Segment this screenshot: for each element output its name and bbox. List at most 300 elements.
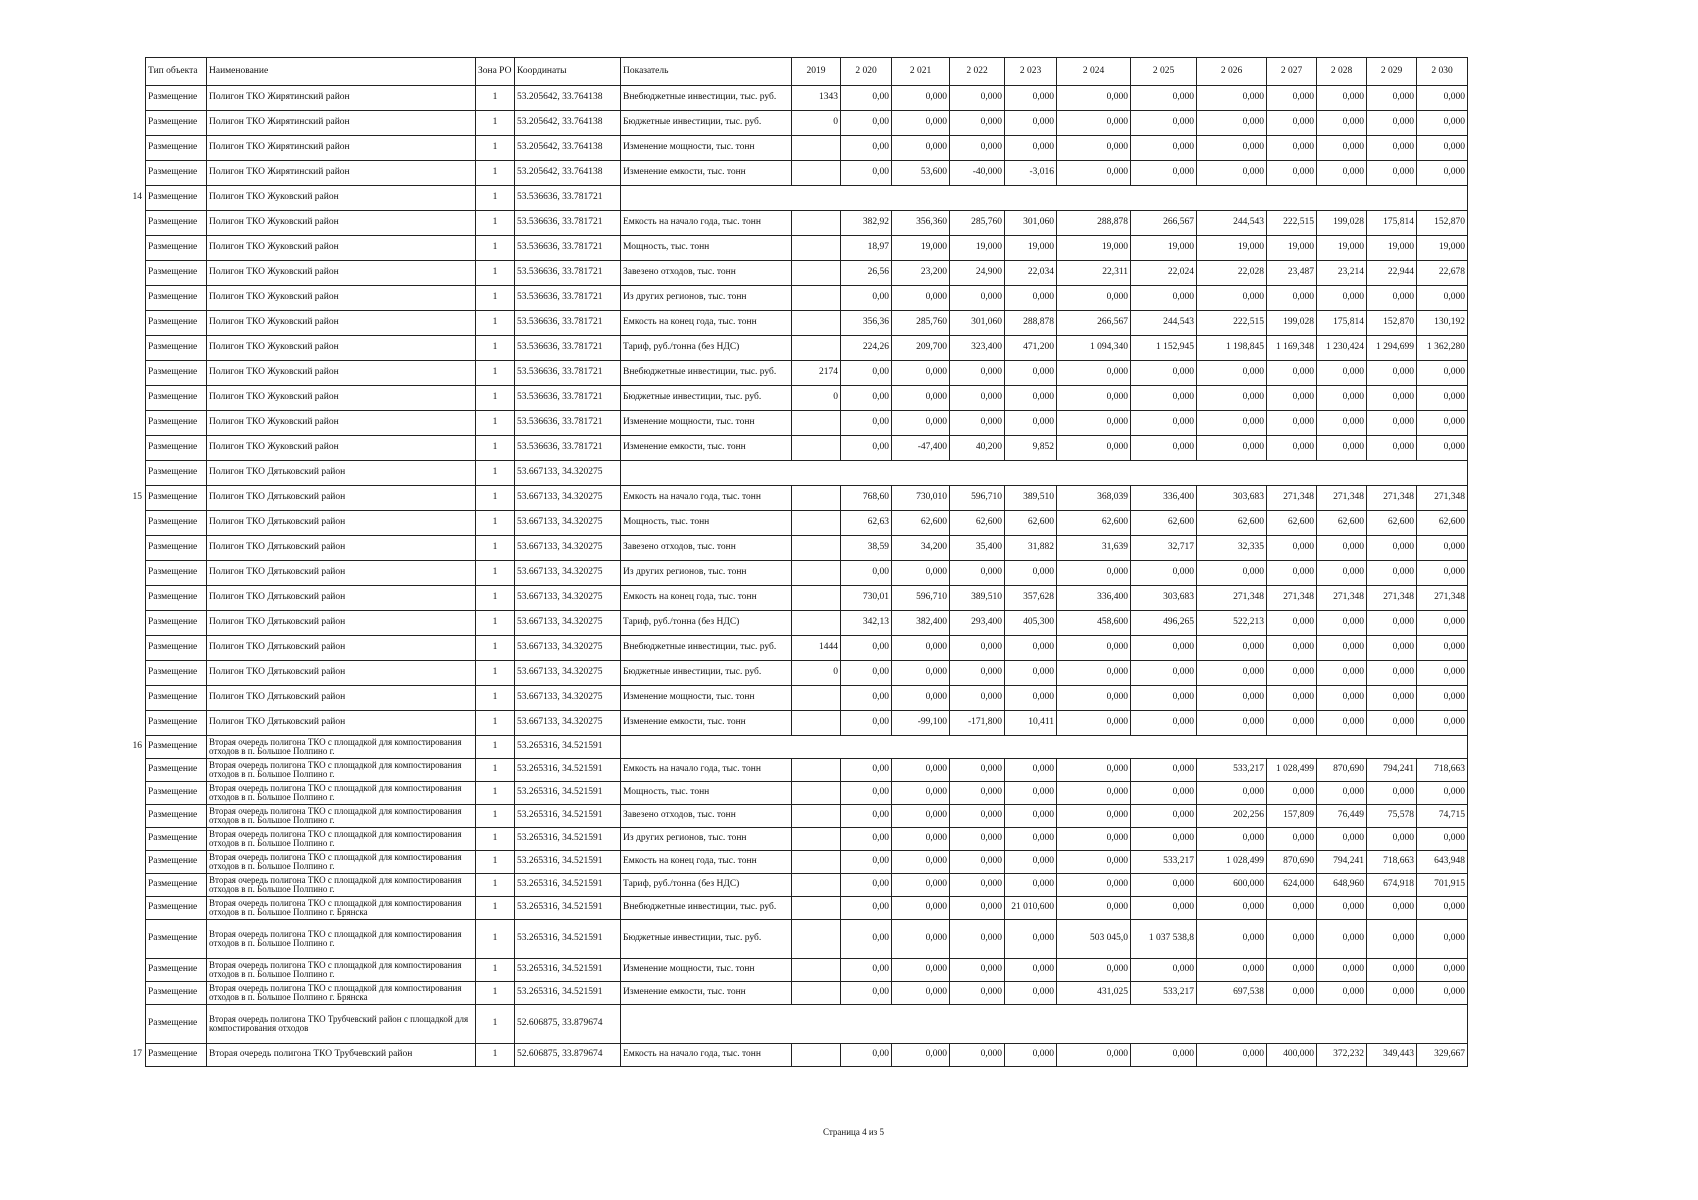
- value-cell: 0,000: [1367, 711, 1417, 736]
- name-cell: Вторая очередь полигона ТКО с площадкой для компостирования отходов в п. Большое Полпино г.: [207, 736, 476, 759]
- name-cell: Полигон ТКО Дятьковский район: [207, 661, 476, 686]
- value-cell: 0,000: [1005, 982, 1057, 1005]
- object-type-cell: Размещение: [146, 136, 207, 161]
- zone-cell: 1: [476, 386, 515, 411]
- indicator-cell: Бюджетные инвестиции, тыс. руб.: [621, 386, 792, 411]
- value-cell: [792, 211, 841, 236]
- value-cell: 0,000: [1005, 661, 1057, 686]
- coordinates-cell: 53.536636, 33.781721: [515, 186, 621, 211]
- value-cell: 271,348: [1267, 486, 1317, 511]
- value-cell: 0,000: [1417, 959, 1468, 982]
- table-row: [146, 1044, 1468, 1067]
- value-cell: 0,000: [1197, 636, 1267, 661]
- value-cell: 271,348: [1367, 486, 1417, 511]
- value-cell: 0,000: [1197, 828, 1267, 851]
- value-cell: 0,000: [1057, 136, 1131, 161]
- value-cell: 0,000: [1267, 661, 1317, 686]
- value-cell: [792, 959, 841, 982]
- object-type-cell: Размещение: [146, 736, 207, 759]
- value-cell: 0,000: [1197, 686, 1267, 711]
- object-type-cell: Размещение: [146, 261, 207, 286]
- value-cell: 0,000: [1197, 161, 1267, 186]
- value-cell: 600,000: [1197, 874, 1267, 897]
- table-row: [146, 536, 1468, 561]
- value-cell: 0,000: [1057, 686, 1131, 711]
- value-cell: 1 198,845: [1197, 336, 1267, 361]
- value-cell: 0,000: [1057, 361, 1131, 386]
- object-type-cell: Размещение: [146, 186, 207, 211]
- value-cell: 336,400: [1131, 486, 1197, 511]
- value-cell: 0,000: [950, 851, 1005, 874]
- value-cell: 0,000: [950, 136, 1005, 161]
- name-cell: Полигон ТКО Жуковский район: [207, 261, 476, 286]
- value-cell: 32,717: [1131, 536, 1197, 561]
- value-cell: 62,600: [892, 511, 950, 536]
- value-cell: 0,000: [1005, 759, 1057, 782]
- coordinates-cell: 53.265316, 34.521591: [515, 828, 621, 851]
- empty-span-cell: [621, 736, 1468, 759]
- value-cell: 19,000: [1267, 236, 1317, 261]
- value-cell: 0,000: [1057, 759, 1131, 782]
- value-cell: 31,882: [1005, 536, 1057, 561]
- value-cell: 19,000: [1005, 236, 1057, 261]
- coordinates-cell: 53.536636, 33.781721: [515, 361, 621, 386]
- value-cell: 0,000: [1267, 920, 1317, 959]
- value-cell: 0,00: [841, 136, 892, 161]
- value-cell: 0,000: [1317, 661, 1367, 686]
- value-cell: 266,567: [1131, 211, 1197, 236]
- value-cell: 0,000: [950, 661, 1005, 686]
- table-row: [146, 611, 1468, 636]
- value-cell: [792, 686, 841, 711]
- value-cell: 38,59: [841, 536, 892, 561]
- value-cell: 0,000: [1417, 111, 1468, 136]
- table-row: [146, 236, 1468, 261]
- indicator-cell: Завезено отходов, тыс. тонн: [621, 261, 792, 286]
- coordinates-cell: 53.265316, 34.521591: [515, 897, 621, 920]
- indicator-cell: Из других регионов, тыс. тонн: [621, 828, 792, 851]
- value-cell: [792, 161, 841, 186]
- value-cell: 21 010,600: [1005, 897, 1057, 920]
- value-cell: 0,000: [1057, 874, 1131, 897]
- value-cell: 0: [792, 661, 841, 686]
- zone-cell: 1: [476, 161, 515, 186]
- coordinates-cell: 53.205642, 33.764138: [515, 111, 621, 136]
- value-cell: 23,200: [892, 261, 950, 286]
- value-cell: 271,348: [1267, 586, 1317, 611]
- name-cell: Полигон ТКО Дятьковский район: [207, 611, 476, 636]
- indicator-cell: Емкость на начало года, тыс. тонн: [621, 211, 792, 236]
- value-cell: 0,000: [1417, 286, 1468, 311]
- value-cell: [792, 920, 841, 959]
- value-cell: 0,000: [1417, 920, 1468, 959]
- name-cell: Полигон ТКО Жирятинский район: [207, 136, 476, 161]
- value-cell: 0,000: [1317, 920, 1367, 959]
- table-row: [146, 736, 1468, 759]
- indicator-cell: Бюджетные инвестиции, тыс. руб.: [621, 661, 792, 686]
- column-header: Наименование: [207, 58, 476, 86]
- value-cell: 522,213: [1197, 611, 1267, 636]
- table-row: [146, 874, 1468, 897]
- value-cell: 0,000: [1367, 782, 1417, 805]
- value-cell: 0,000: [1367, 982, 1417, 1005]
- value-cell: 356,36: [841, 311, 892, 336]
- value-cell: 471,200: [1005, 336, 1057, 361]
- zone-cell: 1: [476, 261, 515, 286]
- indicator-cell: Тариф, руб./тонна (без НДС): [621, 611, 792, 636]
- value-cell: 0,000: [892, 386, 950, 411]
- name-cell: Вторая очередь полигона ТКО Трубчевский район: [207, 1044, 476, 1067]
- value-cell: 0,000: [1367, 136, 1417, 161]
- value-cell: 0,000: [950, 782, 1005, 805]
- value-cell: 0,000: [1005, 286, 1057, 311]
- table-row: [146, 161, 1468, 186]
- object-type-cell: Размещение: [146, 336, 207, 361]
- name-cell: Вторая очередь полигона ТКО Трубчевский район с площадкой для компостирования отходов: [207, 1005, 476, 1044]
- name-cell: Вторая очередь полигона ТКО с площадкой для компостирования отходов в п. Большое Полпино г.: [207, 920, 476, 959]
- value-cell: 26,56: [841, 261, 892, 286]
- value-cell: 301,060: [1005, 211, 1057, 236]
- value-cell: 1 152,945: [1131, 336, 1197, 361]
- column-header: Координаты: [515, 58, 621, 86]
- value-cell: 0,000: [1267, 782, 1317, 805]
- value-cell: 730,010: [892, 486, 950, 511]
- row-group-number: 15: [132, 491, 142, 502]
- coordinates-cell: 53.265316, 34.521591: [515, 874, 621, 897]
- zone-cell: 1: [476, 782, 515, 805]
- table-row: [146, 982, 1468, 1005]
- value-cell: 0,000: [1417, 611, 1468, 636]
- table-row: [146, 186, 1468, 211]
- value-cell: 0,00: [841, 805, 892, 828]
- value-cell: 53,600: [892, 161, 950, 186]
- indicator-cell: Емкость на начало года, тыс. тонн: [621, 486, 792, 511]
- name-cell: Полигон ТКО Жирятинский район: [207, 86, 476, 111]
- value-cell: 0,000: [892, 686, 950, 711]
- value-cell: 382,400: [892, 611, 950, 636]
- value-cell: 1 028,499: [1197, 851, 1267, 874]
- value-cell: 0,00: [841, 711, 892, 736]
- value-cell: 718,663: [1417, 759, 1468, 782]
- value-cell: 24,900: [950, 261, 1005, 286]
- zone-cell: 1: [476, 311, 515, 336]
- value-cell: 1444: [792, 636, 841, 661]
- value-cell: 357,628: [1005, 586, 1057, 611]
- value-cell: 0,000: [1197, 920, 1267, 959]
- value-cell: [792, 236, 841, 261]
- value-cell: 0,000: [1197, 711, 1267, 736]
- column-header: 2 020: [841, 58, 892, 86]
- indicator-cell: Из других регионов, тыс. тонн: [621, 561, 792, 586]
- indicator-cell: Емкость на конец года, тыс. тонн: [621, 586, 792, 611]
- table-row: [146, 851, 1468, 874]
- indicator-cell: Изменение емкости, тыс. тонн: [621, 711, 792, 736]
- value-cell: 0,000: [1367, 536, 1417, 561]
- value-cell: 0,000: [1197, 136, 1267, 161]
- value-cell: 0,000: [892, 805, 950, 828]
- zone-cell: 1: [476, 982, 515, 1005]
- name-cell: Полигон ТКО Дятьковский район: [207, 636, 476, 661]
- value-cell: 0,000: [892, 982, 950, 1005]
- zone-cell: 1: [476, 111, 515, 136]
- object-type-cell: Размещение: [146, 759, 207, 782]
- value-cell: 0,000: [1131, 686, 1197, 711]
- zone-cell: 1: [476, 286, 515, 311]
- value-cell: 0,000: [1005, 874, 1057, 897]
- value-cell: 0,000: [1317, 411, 1367, 436]
- value-cell: 0,000: [1417, 711, 1468, 736]
- value-cell: 0,000: [1317, 982, 1367, 1005]
- coordinates-cell: 53.667133, 34.320275: [515, 461, 621, 486]
- value-cell: 0,000: [1317, 711, 1367, 736]
- zone-cell: 1: [476, 436, 515, 461]
- value-cell: 0,000: [1417, 897, 1468, 920]
- value-cell: 0,00: [841, 1044, 892, 1067]
- value-cell: 870,690: [1317, 759, 1367, 782]
- value-cell: 0,000: [950, 959, 1005, 982]
- value-cell: 0,000: [1131, 805, 1197, 828]
- value-cell: 0,000: [1367, 636, 1417, 661]
- indicator-cell: Внебюджетные инвестиции, тыс. руб.: [621, 897, 792, 920]
- object-type-cell: Размещение: [146, 211, 207, 236]
- column-header: 2 027: [1267, 58, 1317, 86]
- value-cell: 0,000: [1267, 411, 1317, 436]
- value-cell: 0,000: [892, 759, 950, 782]
- value-cell: 0,000: [1417, 361, 1468, 386]
- indicator-cell: Изменение мощности, тыс. тонн: [621, 686, 792, 711]
- object-type-cell: Размещение: [146, 1044, 207, 1067]
- value-cell: 0,00: [841, 920, 892, 959]
- column-header: 2019: [792, 58, 841, 86]
- coordinates-cell: 53.667133, 34.320275: [515, 711, 621, 736]
- value-cell: 0,000: [1367, 661, 1417, 686]
- value-cell: 0,000: [1131, 436, 1197, 461]
- value-cell: 0,000: [1197, 361, 1267, 386]
- coordinates-cell: 52.606875, 33.879674: [515, 1044, 621, 1067]
- value-cell: 0,000: [892, 874, 950, 897]
- value-cell: [792, 711, 841, 736]
- value-cell: 0,000: [1057, 959, 1131, 982]
- value-cell: 35,400: [950, 536, 1005, 561]
- value-cell: 0,000: [1417, 982, 1468, 1005]
- value-cell: 0,000: [1057, 661, 1131, 686]
- table-row: [146, 461, 1468, 486]
- value-cell: [792, 261, 841, 286]
- value-cell: 209,700: [892, 336, 950, 361]
- table-row: [146, 261, 1468, 286]
- value-cell: 400,000: [1267, 1044, 1317, 1067]
- value-cell: 1343: [792, 86, 841, 111]
- value-cell: 157,809: [1267, 805, 1317, 828]
- value-cell: 285,760: [892, 311, 950, 336]
- value-cell: 19,000: [1057, 236, 1131, 261]
- value-cell: -40,000: [950, 161, 1005, 186]
- column-header: 2 028: [1317, 58, 1367, 86]
- column-header: Зона РО: [476, 58, 515, 86]
- indicator-cell: Емкость на конец года, тыс. тонн: [621, 851, 792, 874]
- value-cell: 0,000: [1005, 805, 1057, 828]
- table-row: [146, 897, 1468, 920]
- value-cell: 368,039: [1057, 486, 1131, 511]
- value-cell: 40,200: [950, 436, 1005, 461]
- value-cell: 266,567: [1057, 311, 1131, 336]
- value-cell: 175,814: [1317, 311, 1367, 336]
- value-cell: [792, 759, 841, 782]
- object-type-cell: Размещение: [146, 661, 207, 686]
- value-cell: 0,00: [841, 386, 892, 411]
- object-type-cell: Размещение: [146, 311, 207, 336]
- value-cell: 0: [792, 386, 841, 411]
- value-cell: 1 094,340: [1057, 336, 1131, 361]
- name-cell: Полигон ТКО Жуковский район: [207, 286, 476, 311]
- value-cell: 271,348: [1317, 486, 1367, 511]
- object-type-cell: Размещение: [146, 436, 207, 461]
- value-cell: 496,265: [1131, 611, 1197, 636]
- value-cell: 0,000: [1131, 161, 1197, 186]
- value-cell: 1 230,424: [1317, 336, 1367, 361]
- value-cell: 0,000: [1197, 782, 1267, 805]
- value-cell: 1 028,499: [1267, 759, 1317, 782]
- value-cell: 62,600: [1317, 511, 1367, 536]
- value-cell: 22,024: [1131, 261, 1197, 286]
- value-cell: 1 169,348: [1267, 336, 1317, 361]
- value-cell: [792, 136, 841, 161]
- coordinates-cell: 53.205642, 33.764138: [515, 86, 621, 111]
- value-cell: [792, 536, 841, 561]
- value-cell: 0,000: [950, 286, 1005, 311]
- value-cell: 288,878: [1057, 211, 1131, 236]
- value-cell: 0,000: [1131, 561, 1197, 586]
- value-cell: 130,192: [1417, 311, 1468, 336]
- zone-cell: 1: [476, 661, 515, 686]
- value-cell: 405,300: [1005, 611, 1057, 636]
- value-cell: 0,000: [950, 411, 1005, 436]
- value-cell: 0,000: [1317, 959, 1367, 982]
- table-row: [146, 336, 1468, 361]
- zone-cell: 1: [476, 686, 515, 711]
- object-type-cell: Размещение: [146, 236, 207, 261]
- value-cell: 0,000: [950, 920, 1005, 959]
- object-type-cell: Размещение: [146, 982, 207, 1005]
- value-cell: -47,400: [892, 436, 950, 461]
- name-cell: Полигон ТКО Жирятинский район: [207, 161, 476, 186]
- value-cell: 1 294,699: [1367, 336, 1417, 361]
- value-cell: 0,000: [892, 636, 950, 661]
- value-cell: 0,00: [841, 897, 892, 920]
- name-cell: Вторая очередь полигона ТКО с площадкой для компостирования отходов в п. Большое Полпино г.: [207, 759, 476, 782]
- table-row: [146, 828, 1468, 851]
- value-cell: 0,000: [1197, 111, 1267, 136]
- name-cell: Полигон ТКО Дятьковский район: [207, 486, 476, 511]
- value-cell: 0,000: [950, 805, 1005, 828]
- value-cell: 285,760: [950, 211, 1005, 236]
- zone-cell: 1: [476, 874, 515, 897]
- zone-cell: 1: [476, 186, 515, 211]
- value-cell: [792, 561, 841, 586]
- coordinates-cell: 53.265316, 34.521591: [515, 782, 621, 805]
- value-cell: 0,000: [1005, 136, 1057, 161]
- value-cell: 0,000: [1131, 759, 1197, 782]
- coordinates-cell: 53.667133, 34.320275: [515, 511, 621, 536]
- column-header: 2 023: [1005, 58, 1057, 86]
- value-cell: 0,000: [1267, 161, 1317, 186]
- name-cell: Полигон ТКО Жуковский район: [207, 186, 476, 211]
- value-cell: 0,000: [950, 111, 1005, 136]
- value-cell: 0,000: [1317, 611, 1367, 636]
- value-cell: 62,600: [1267, 511, 1317, 536]
- value-cell: 0,000: [1267, 86, 1317, 111]
- zone-cell: 1: [476, 136, 515, 161]
- value-cell: 0,000: [1057, 436, 1131, 461]
- indicator-cell: Бюджетные инвестиции, тыс. руб.: [621, 920, 792, 959]
- value-cell: 674,918: [1367, 874, 1417, 897]
- value-cell: 0,000: [1417, 561, 1468, 586]
- indicator-cell: Тариф, руб./тонна (без НДС): [621, 874, 792, 897]
- value-cell: 0,000: [1317, 436, 1367, 461]
- value-cell: 0,000: [1317, 161, 1367, 186]
- value-cell: 0,000: [1417, 828, 1468, 851]
- table-row: [146, 561, 1468, 586]
- object-type-cell: Размещение: [146, 805, 207, 828]
- value-cell: [792, 851, 841, 874]
- table-row: [146, 711, 1468, 736]
- value-cell: 0,000: [892, 959, 950, 982]
- indicator-cell: Внебюджетные инвестиции, тыс. руб.: [621, 86, 792, 111]
- value-cell: 0,00: [841, 111, 892, 136]
- table-header-row: [146, 58, 1468, 86]
- value-cell: 175,814: [1367, 211, 1417, 236]
- value-cell: 34,200: [892, 536, 950, 561]
- object-type-cell: Размещение: [146, 828, 207, 851]
- value-cell: 730,01: [841, 586, 892, 611]
- value-cell: 0,000: [1197, 1044, 1267, 1067]
- value-cell: 0,000: [1417, 161, 1468, 186]
- empty-span-cell: [621, 461, 1468, 486]
- value-cell: 0,000: [1367, 436, 1417, 461]
- table-row: [146, 361, 1468, 386]
- value-cell: 303,683: [1197, 486, 1267, 511]
- value-cell: 76,449: [1317, 805, 1367, 828]
- value-cell: 62,600: [1367, 511, 1417, 536]
- coordinates-cell: 53.536636, 33.781721: [515, 386, 621, 411]
- zone-cell: 1: [476, 361, 515, 386]
- zone-cell: 1: [476, 897, 515, 920]
- value-cell: 0,000: [892, 661, 950, 686]
- value-cell: 0,000: [1131, 1044, 1197, 1067]
- page-footer: Страница 4 из 5: [823, 1127, 884, 1137]
- coordinates-cell: 53.265316, 34.521591: [515, 959, 621, 982]
- object-type-cell: Размещение: [146, 897, 207, 920]
- object-type-cell: Размещение: [146, 386, 207, 411]
- name-cell: Полигон ТКО Жуковский район: [207, 361, 476, 386]
- object-type-cell: Размещение: [146, 536, 207, 561]
- value-cell: 0,000: [1317, 286, 1367, 311]
- table-row: [146, 759, 1468, 782]
- object-type-cell: Размещение: [146, 851, 207, 874]
- value-cell: [792, 611, 841, 636]
- coordinates-cell: 53.667133, 34.320275: [515, 636, 621, 661]
- value-cell: 323,400: [950, 336, 1005, 361]
- value-cell: 0,000: [1367, 686, 1417, 711]
- value-cell: 202,256: [1197, 805, 1267, 828]
- coordinates-cell: 53.667133, 34.320275: [515, 561, 621, 586]
- name-cell: Полигон ТКО Жуковский район: [207, 411, 476, 436]
- value-cell: 0,000: [1057, 86, 1131, 111]
- coordinates-cell: 53.265316, 34.521591: [515, 736, 621, 759]
- value-cell: 0,000: [1131, 897, 1197, 920]
- value-cell: 0,000: [1267, 611, 1317, 636]
- value-cell: 0,000: [1005, 411, 1057, 436]
